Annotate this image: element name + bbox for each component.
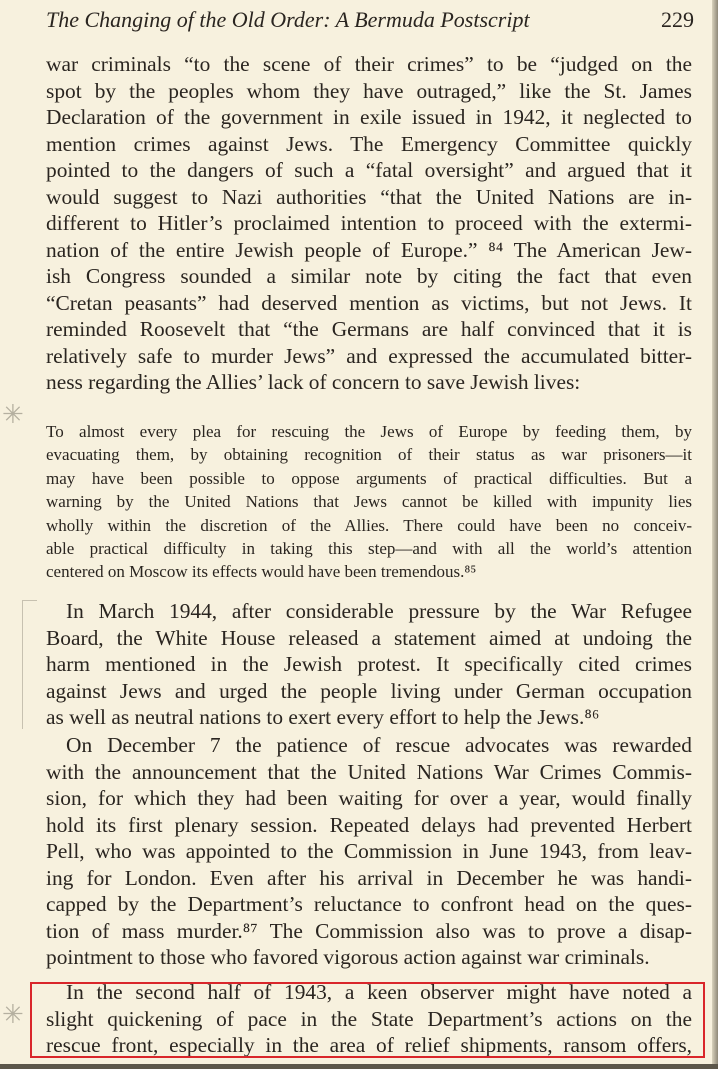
margin-bracket-mark [22, 600, 37, 729]
quote-line: wholly within the discretion of the Allies. There could have been no conceiv- [46, 515, 692, 535]
text-line: as well as neutral nations to exert every effort to help the Jews.⁸⁶ [46, 705, 600, 729]
quote-line: evacuating them, by obtaining recognition of their status as war prisoners—it [46, 445, 692, 465]
text-line: mention crimes against Jews. The Emergency Committee quickly [46, 131, 692, 156]
page-edge-shadow [712, 0, 718, 1069]
running-header [46, 7, 694, 37]
text-line: rescue front, especially in the area of relief shipments, ransom offers, [46, 1033, 692, 1057]
text-line: ing for London. Even after his arrival in December he was handi- [46, 865, 692, 890]
paragraph-1 [46, 51, 692, 396]
text-line: ness regarding the Allies’ lack of concern to save Jewish lives: [46, 370, 581, 394]
text-line: Board, the White House released a statement aimed at undoing the [46, 625, 692, 650]
text-line: tion of mass murder.⁸⁷ The Commission also was to prove a disap- [46, 918, 692, 943]
text-line: reminded Roosevelt that “the Germans are half convinced that it is [46, 317, 692, 341]
text-line: would suggest to Nazi authorities “that the United Nations are in- [46, 184, 692, 209]
margin-star-mark: ✳ [2, 400, 24, 429]
text-line: Pell, who was appointed to the Commission in June 1943, from leav- [46, 839, 692, 863]
text-line: Declaration of the government in exile issued in 1942, it neglected to [46, 105, 692, 129]
quote-line: warning by the United Nations that Jews cannot be killed with impunity lies [46, 492, 692, 512]
text-line: spot by the peoples whom they have outraged,” like the St. James [46, 78, 692, 103]
running-title: The Changing of the Old Order: A Bermuda Postscript [46, 7, 530, 32]
text-line: hold its first plenary session. Repeated delays had prevented Herbert [46, 812, 692, 837]
text-line: slight quickening of pace in the State Department’s actions on the [46, 1006, 692, 1031]
text-line: On December 7 the patience of rescue advocates was rewarded [66, 733, 692, 757]
page-number: 229 [661, 7, 694, 32]
text-line: “Cretan peasants” had deserved mention as victims, but not Jews. It [46, 290, 692, 315]
text-line: In March 1944, after considerable pressure by the War Refugee [66, 599, 692, 623]
text-line: pointed to the dangers of such a “fatal oversight” and argued that it [46, 158, 692, 182]
block-quote [46, 420, 692, 584]
text-line: nation of the entire Jewish people of Europe.” ⁸⁴ The American Jew- [46, 237, 692, 262]
text-line: harm mentioned in the Jewish protest. It specifically cited crimes [46, 652, 692, 676]
page-bottom-edge [0, 1064, 718, 1069]
quote-line: may have been possible to oppose arguments of practical difficulties. But a [46, 468, 692, 488]
text-line: pointment to those who favored vigorous action against war criminals. [46, 945, 650, 969]
text-line: sion, for which they had been waiting for over a year, would finally [46, 786, 692, 810]
text-line: with the announcement that the United Nations War Crimes Commis- [46, 759, 692, 784]
text-line: ish Congress sounded a similar note by citing the fact that even [46, 264, 692, 288]
text-line: war criminals “to the scene of their crimes” to be “judged on the [46, 52, 692, 76]
text-line: against Jews and urged the people living under German occupation [46, 678, 692, 703]
text-line: In the second half of 1943, a keen observer might have noted a [66, 980, 692, 1004]
paragraph-2 [46, 598, 692, 731]
quote-line: centered on Moscow its effects would have been tremendous.⁸⁵ [46, 562, 477, 582]
text-line: different to Hitler’s proclaimed intention to proceed with the extermi- [46, 211, 692, 235]
text-line: relatively safe to murder Jews” and expressed the accumulated bitter- [46, 343, 692, 368]
margin-star-mark: ✳ [2, 1000, 24, 1029]
highlight-selection-box [30, 982, 705, 1058]
quote-line: able practical difficulty in taking this step—and with all the world’s attention [46, 538, 692, 558]
paragraph-3 [46, 732, 692, 971]
text-line: capped by the Department’s reluctance to confront head on the ques- [46, 892, 692, 916]
quote-line: To almost every plea for rescuing the Jews of Europe by feeding them, by [46, 422, 692, 441]
